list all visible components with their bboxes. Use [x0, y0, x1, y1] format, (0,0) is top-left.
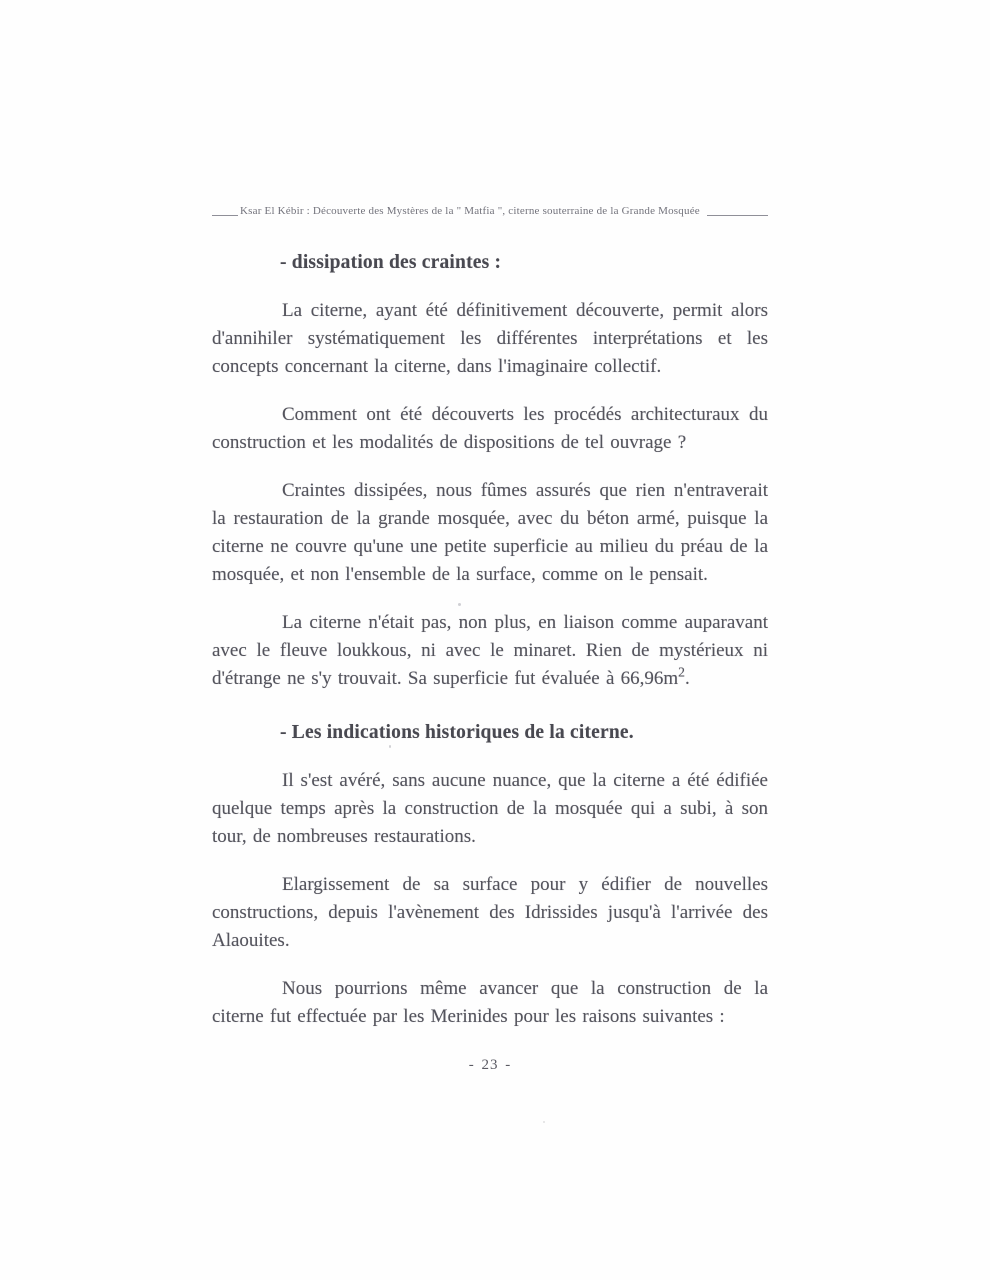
paragraph-text: La citerne n'était pas, non plus, en liaison comme auparavant avec le fleuve loukkous, ni avec le minaret. Rien de mystérieux ni d'étrange ne s'y trouvait. Sa superficie fut évaluée à 66,96m [212, 612, 768, 690]
paragraph-text: . [685, 668, 690, 690]
page-number: - 23 - [468, 1057, 512, 1074]
scan-speck [543, 1121, 545, 1123]
paragraph: Elargissement de sa surface pour y édifier de nouvelles constructions, depuis l'avènement des Idrissides jusqu'à l'arrivée des Alaouites. [212, 874, 768, 952]
scan-speck [389, 745, 391, 748]
running-header-title: Ksar El Kébir : Découverte des Mystères de la " Matfia ", citerne souterraine de la Grande Mosquée [240, 205, 700, 217]
superscript-2: 2 [678, 665, 686, 681]
paragraph: Il s'est avéré, sans aucune nuance, que la citerne a été édifiée quelque temps après la construction de la mosquée qui a subi, à son tour, de nombreuses restaurations. [212, 770, 768, 848]
section-heading-dissipation-des-craintes: - dissipation des craintes : [280, 252, 502, 274]
paragraph-with-superscript [212, 609, 768, 693]
section-heading-indications-historiques: - Les indications historiques de la citerne. [280, 722, 634, 744]
header-rule-right [707, 215, 768, 216]
paragraph: La citerne, ayant été définitivement découverte, permit alors d'annihiler systématiquement les différentes interprétations et les concepts concernant la citerne, dans l'imaginaire collectif. [212, 300, 768, 378]
paragraph: Craintes dissipées, nous fûmes assurés que rien n'entraverait la restauration de la grande mosquée, avec du béton armé, puisque la citerne ne couvre qu'une une petite superficie au milieu du préau de la mosquée, et non l'ensemble de la surface, comme on le pensait. [212, 480, 768, 586]
paragraph: Nous pourrions même avancer que la construction de la citerne fut effectuée par les Merinides pour les raisons suivantes : [212, 978, 768, 1028]
running-header [212, 204, 768, 219]
header-rule-left [212, 215, 238, 216]
scan-speck [458, 603, 461, 606]
text-column [212, 204, 768, 1074]
paragraph: Comment ont été découverts les procédés architecturaux du construction et les modalités de dispositions de tel ouvrage ? [212, 404, 768, 454]
